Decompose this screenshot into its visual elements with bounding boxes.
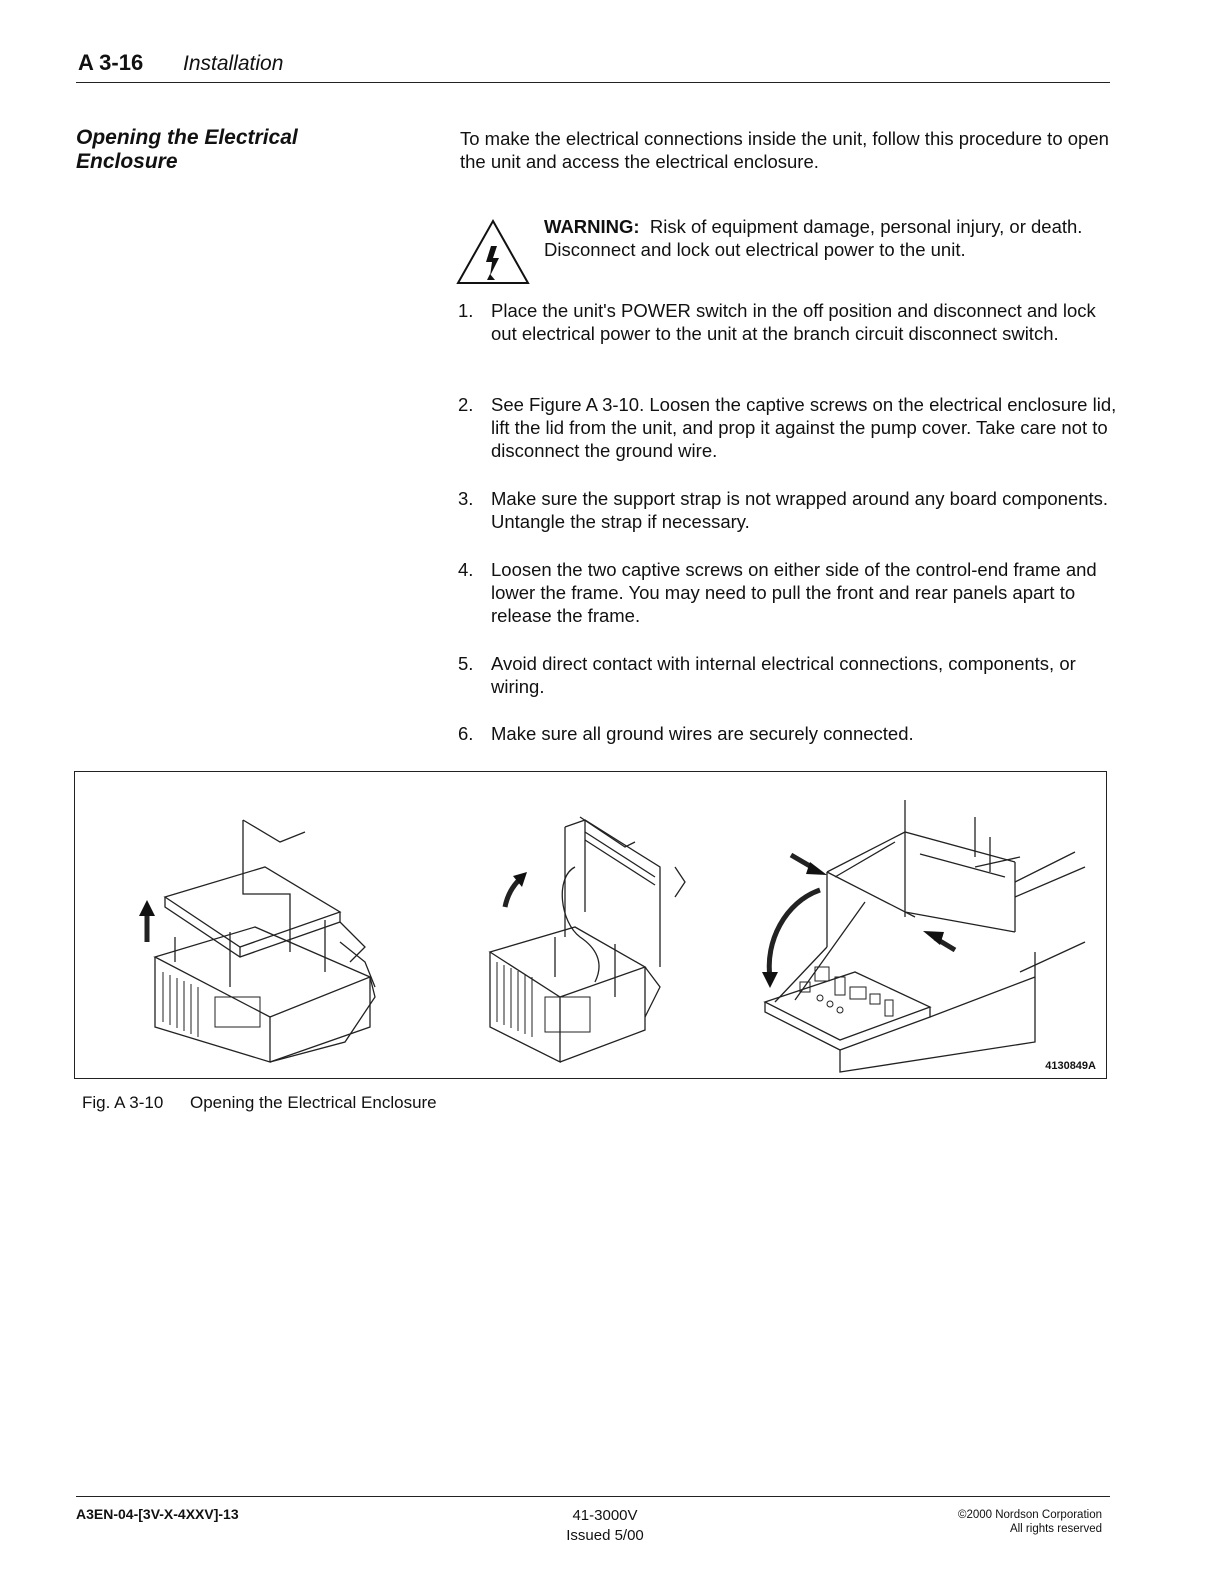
list-item	[458, 393, 1118, 462]
list-item	[458, 722, 1118, 745]
step-text: See Figure A 3-10. Loosen the captive screws on the electrical enclosure lid, lift the lid from the unit, and prop it against the pump cover. Take care not to disconnect the ground wire.	[491, 394, 1117, 461]
step-text: Make sure all ground wires are securely connected.	[491, 723, 914, 744]
step-number: 3.	[458, 488, 474, 509]
step-number: 4.	[458, 559, 474, 580]
enclosure-illustration	[75, 772, 1105, 1077]
warning-message	[544, 215, 1104, 261]
illustration-lid-propped	[490, 817, 685, 1062]
intro-paragraph: To make the electrical connections inside the unit, follow this procedure to open the unit and access the electrical enclosure.	[460, 128, 1109, 172]
warning-label: WARNING:	[544, 216, 640, 237]
step-text: Make sure the support strap is not wrapped around any board components. Untangle the strap if necessary.	[491, 488, 1109, 532]
electric-shock-warning-icon	[455, 218, 531, 286]
step-text: Loosen the two captive screws on either side of the control-end frame and lower the frame. You may need to pull the front and rear panels apart to release the frame.	[491, 559, 1097, 626]
issue-date: Issued 5/00	[566, 1527, 644, 1544]
footer-copyright	[860, 1508, 1102, 1536]
figure-opening-electrical-enclosure	[74, 771, 1107, 1079]
header-rule	[76, 82, 1110, 83]
screw-pointer-arrow-icon	[923, 931, 955, 950]
side-heading: Opening the Electrical Enclosure	[76, 126, 298, 173]
screw-pointer-arrow-icon	[791, 855, 827, 875]
list-item	[458, 558, 1118, 627]
copyright-line: ©2000 Nordson Corporation	[957, 1509, 1102, 1521]
step-number: 5.	[458, 653, 474, 674]
step-number: 2.	[458, 394, 474, 415]
step-text: Avoid direct contact with internal electrical connections, components, or wiring.	[491, 653, 1076, 697]
step-text: Place the unit's POWER switch in the off position and disconnect and lock out electrical power to the unit at the branch circuit disconnect switch.	[491, 300, 1096, 344]
illustration-lid-lifted	[155, 820, 375, 1062]
lower-arrow-icon	[762, 890, 820, 988]
document-id: A3EN-04-[3V-X-4XXV]-13	[76, 1506, 239, 1522]
figure-caption	[82, 1093, 437, 1113]
part-number: 41-3000V	[572, 1507, 638, 1524]
footer-rule	[76, 1496, 1110, 1497]
list-item	[458, 652, 1118, 698]
rights-line: All rights reserved	[1009, 1523, 1102, 1535]
figure-code: 4130849A	[1045, 1060, 1096, 1072]
lift-arrow-icon	[139, 900, 155, 942]
rotate-arrow-icon	[505, 872, 527, 907]
illustration-frame-lowered	[765, 800, 1085, 1072]
step-number: 6.	[458, 723, 474, 744]
section-title: Installation	[183, 52, 284, 75]
footer-center	[540, 1506, 670, 1546]
figure-caption-text: Opening the Electrical Enclosure	[190, 1093, 437, 1112]
list-item	[458, 487, 1118, 533]
page-number: A 3-16	[78, 50, 144, 75]
warning-text: Risk of equipment damage, personal injury, or death. Disconnect and lock out electrical power to the unit.	[544, 216, 1083, 260]
figure-caption-label: Fig. A 3-10	[82, 1093, 164, 1112]
list-item	[458, 299, 1118, 345]
step-number: 1.	[458, 300, 474, 321]
